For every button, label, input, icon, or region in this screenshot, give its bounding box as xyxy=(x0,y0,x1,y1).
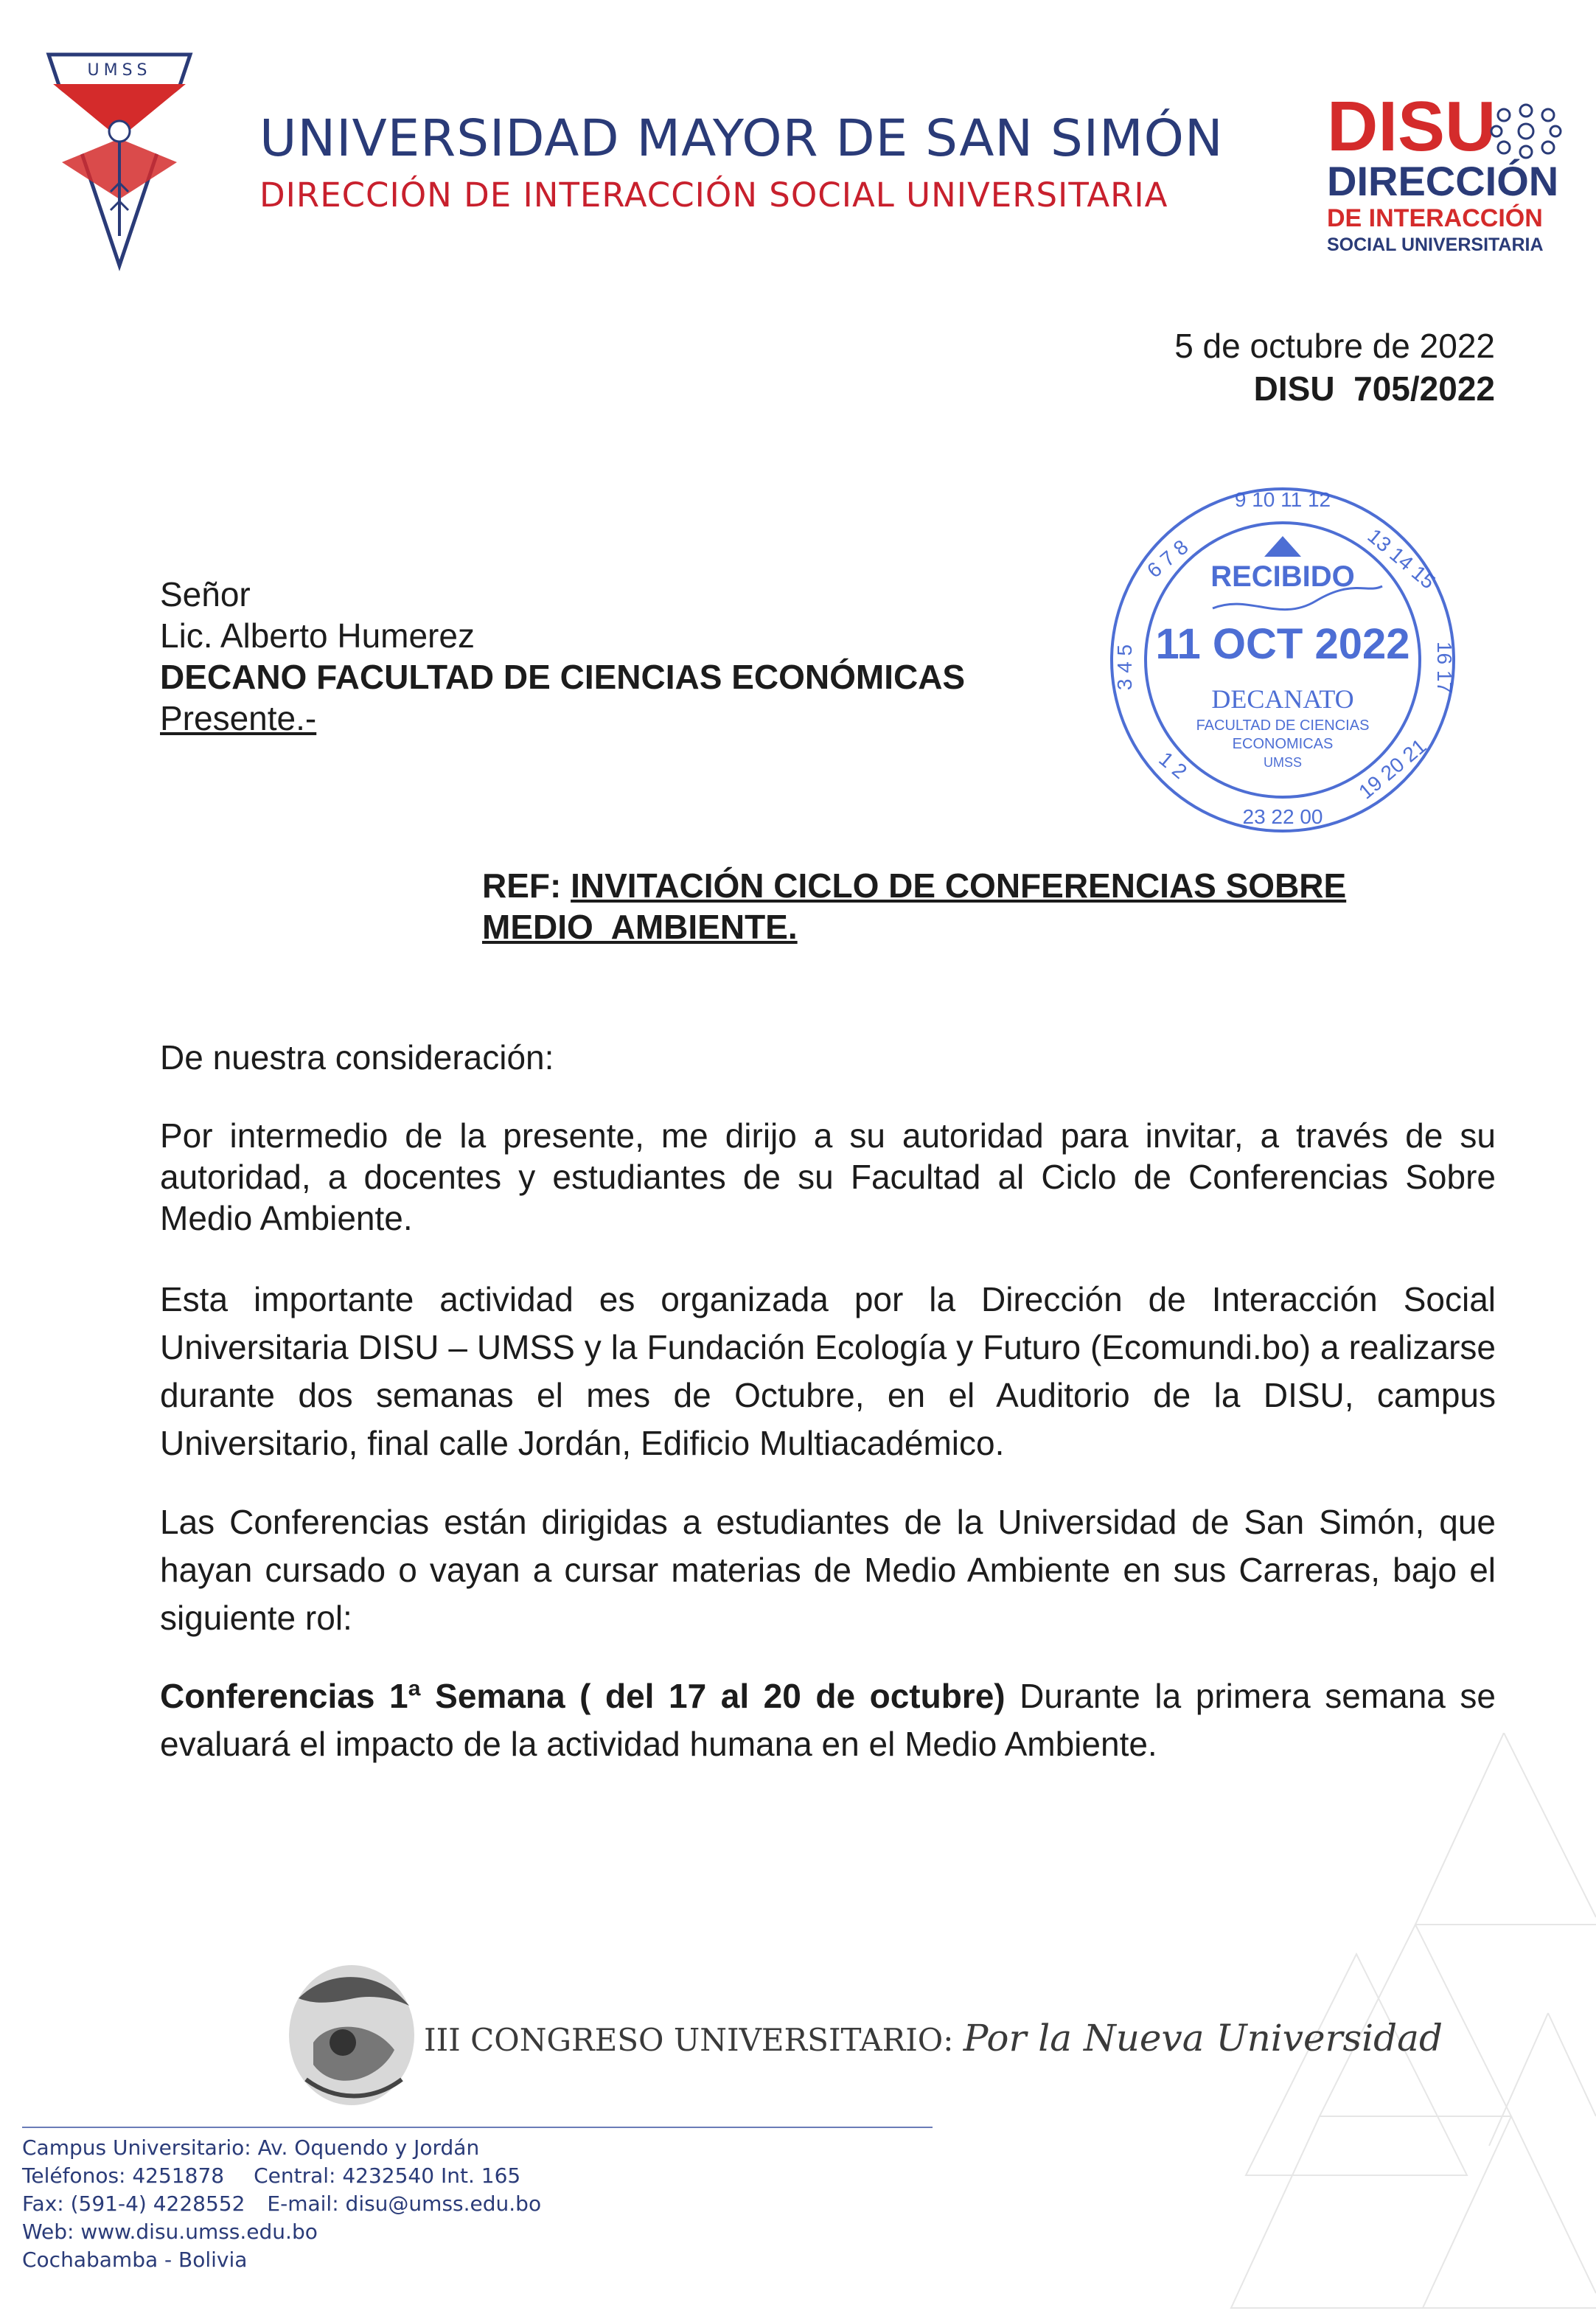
direction-name: DIRECCIÓN DE INTERACCIÓN SOCIAL UNIVERSITARIA xyxy=(259,175,1168,215)
disu-logo-line1: DIRECCIÓN xyxy=(1327,158,1559,204)
stamp-line1: FACULTAD DE CIENCIAS xyxy=(1196,717,1370,734)
paragraph-4-rest: Durante la primera semana se evaluará el impacto de la actividad humana en el Medio Ambiente. xyxy=(160,1677,1496,1763)
contact-email[interactable]: E-mail: disu@umss.edu.bo xyxy=(267,2191,542,2216)
footer-divider xyxy=(22,2127,933,2128)
paragraph-4 xyxy=(160,1672,1496,1768)
contact-address: Campus Universitario: Av. Oquendo y Jordán xyxy=(22,2135,480,2160)
ref-label: REF: xyxy=(482,866,562,905)
svg-text:16 17: 16 17 xyxy=(1433,641,1456,694)
disu-logo-word: DISU xyxy=(1327,87,1496,166)
paragraph-3: Las Conferencias están dirigidas a estudiantes de la Universidad de San Simón, que hayan cursado o vayan a cursar materias de Medio Ambiente en sus Carreras, bajo el siguiente rol: xyxy=(160,1503,1496,1637)
addressee-presente: Presente.- xyxy=(160,699,317,737)
svg-text:13 14 15: 13 14 15 xyxy=(1363,524,1440,594)
contact-fax: Fax: (591-4) 4228552 xyxy=(22,2191,245,2216)
stamp-line2: ECONOMICAS xyxy=(1232,736,1334,752)
greeting: De nuestra consideración: xyxy=(160,1038,554,1077)
letter-reference-code: DISU 705/2022 xyxy=(1253,369,1495,408)
stamp-date: 11 OCT 2022 xyxy=(1155,620,1410,668)
paragraph-1: Por intermedio de la presente, me dirijo a su autoridad para invitar, a través de su autoridad, a docentes y estudiantes de su Facultad al Ciclo de Conferencias Sobre Medio Ambiente. xyxy=(160,1116,1496,1237)
university-name: UNIVERSIDAD MAYOR DE SAN SIMÓN xyxy=(259,109,1224,168)
contact-phones: Teléfonos: 4251878 xyxy=(22,2163,225,2188)
contact-central: Central: 4232540 Int. 165 xyxy=(254,2163,521,2188)
svg-text:3 4 5: 3 4 5 xyxy=(1113,644,1136,691)
umss-logo-text: UMSS xyxy=(87,61,152,80)
svg-text:1 2: 1 2 xyxy=(1154,747,1191,784)
contact-city: Cochabamba - Bolivia xyxy=(22,2248,248,2272)
addressee-name: Lic. Alberto Humerez xyxy=(160,616,475,655)
svg-text:19 20 21: 19 20 21 xyxy=(1354,734,1431,804)
ref-subject-line2: MEDIO AMBIENTE. xyxy=(482,908,798,946)
disu-logo-line3: SOCIAL UNIVERSITARIA xyxy=(1327,234,1544,255)
congress-emblem-image xyxy=(284,1954,420,2109)
svg-text:6 7 8: 6 7 8 xyxy=(1143,535,1193,583)
addressee-salutation: Señor xyxy=(160,575,251,613)
umss-logo xyxy=(46,52,193,273)
stamp-office: DECANATO xyxy=(1211,684,1354,714)
network-icon xyxy=(1489,102,1563,161)
svg-text:23 22 00: 23 22 00 xyxy=(1242,805,1323,828)
stamp-line3: UMSS xyxy=(1263,755,1303,770)
disu-logo-line2: DE INTERACCIÓN xyxy=(1327,204,1543,232)
addressee-title: DECANO FACULTAD DE CIENCIAS ECONÓMICAS xyxy=(160,658,966,696)
paragraph-4-bold: Conferencias 1ª Semana ( del 17 al 20 de octubre) xyxy=(160,1677,1006,1715)
svg-text:9 10 11 12: 9 10 11 12 xyxy=(1234,488,1331,511)
received-stamp xyxy=(1102,483,1463,837)
congress-name: III CONGRESO UNIVERSITARIO: xyxy=(424,2022,954,2058)
congress-slogan xyxy=(424,2017,1443,2059)
congress-motto: Por la Nueva Universidad xyxy=(963,2017,1443,2059)
ref-subject-line1: INVITACIÓN CICLO DE CONFERENCIAS SOBRE xyxy=(571,866,1347,905)
reference-subject xyxy=(482,865,1440,948)
date-block xyxy=(1174,324,1495,410)
contact-info xyxy=(22,2134,541,2274)
paragraph-2: Esta importante actividad es organizada por la Dirección de Interacción Social Universitaria DISU – UMSS y la Fundación Ecología y Futuro (Ecomundi.bo) a realizarse durante dos semanas el mes de Octubre, en el Auditorio de la DISU, campus Universitario, final calle Jordán, Edificio Multiacadémico. xyxy=(160,1280,1496,1462)
contact-web[interactable]: Web: www.disu.umss.edu.bo xyxy=(22,2220,318,2244)
stamp-received: RECIBIDO xyxy=(1210,560,1355,593)
addressee-block xyxy=(160,574,965,739)
letter-date: 5 de octubre de 2022 xyxy=(1174,327,1495,365)
disu-logo xyxy=(1327,87,1570,257)
